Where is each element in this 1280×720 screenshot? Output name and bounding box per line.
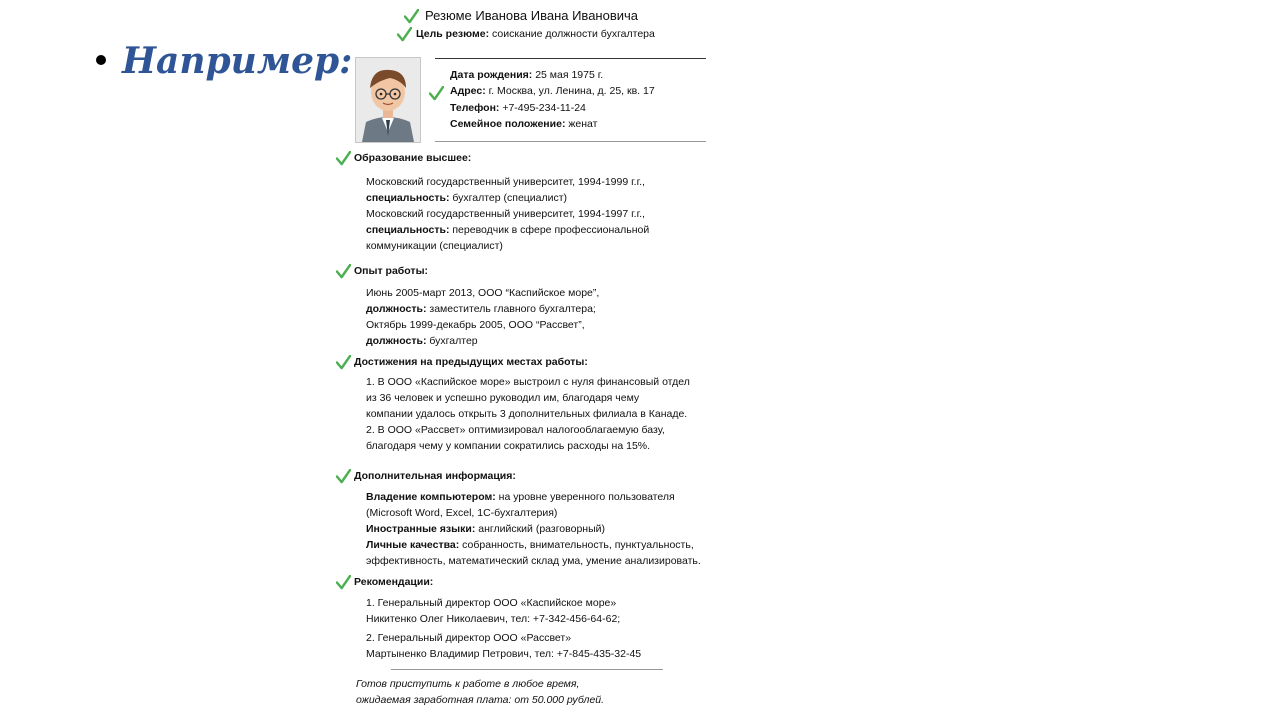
education-line: специальность: бухгалтер (специалист)	[366, 192, 568, 204]
personal-marital: Семейное положение: женат	[450, 118, 598, 130]
checkmark-icon	[336, 355, 351, 370]
recommendations-line: 1. Генеральный директор ООО «Каспийское море»	[366, 597, 617, 609]
checkmark-icon	[336, 469, 351, 484]
checkmark-icon	[404, 9, 419, 24]
achievements-heading: Достижения на предыдущих местах работы:	[354, 356, 588, 368]
closing-line: Готов приступить к работе в любое время,	[356, 678, 580, 690]
checkmark-icon	[397, 27, 412, 42]
resume-image	[336, 4, 716, 716]
resume-goal-row	[397, 26, 655, 42]
checkmark-icon	[429, 86, 444, 101]
resume-goal: Цель резюме: соискание должности бухгалтера	[416, 28, 655, 40]
education-line: Московский государственный университет, 1994-1997 г.г.,	[366, 208, 645, 220]
experience-line: должность: бухгалтер	[366, 335, 478, 347]
divider-top	[435, 58, 706, 59]
experience-line: Июнь 2005-март 2013, ООО “Каспийское море”,	[366, 287, 600, 299]
education-heading: Образование высшее:	[354, 152, 472, 164]
experience-line: Октябрь 1999-декабрь 2005, ООО “Рассвет”,	[366, 319, 585, 331]
personal-address: Адрес: г. Москва, ул. Ленина, д. 25, кв. 17	[450, 85, 655, 97]
divider-closing	[391, 669, 663, 670]
achievements-line: благодаря чему у компании сократились расходы на 15%.	[366, 440, 651, 452]
education-line: Московский государственный университет, 1994-1999 г.г.,	[366, 176, 645, 188]
education-line: специальность: переводчик в сфере профессиональной	[366, 224, 650, 236]
recommendations-heading-row	[336, 574, 433, 590]
experience-line: должность: заместитель главного бухгалтера;	[366, 303, 596, 315]
additional-line: Иностранные языки: английский (разговорный)	[366, 523, 605, 535]
slide-bullet	[96, 40, 352, 82]
education-heading-row	[336, 150, 471, 166]
recommendations-heading: Рекомендации:	[354, 576, 434, 588]
personal-phone: Телефон: +7-495-234-11-24	[450, 102, 586, 114]
avatar	[355, 57, 421, 143]
bullet-dot	[96, 55, 106, 65]
recommendations-line: Мартыненко Владимир Петрович, тел: +7-845-435-32-45	[366, 648, 642, 660]
achievements-line: 2. В ООО «Рассвет» оптимизировал налогооблагаемую базу,	[366, 424, 665, 436]
resume-title-row	[404, 8, 638, 24]
achievements-line: 1. В ООО «Каспийское море» выстроил с нуля финансовый отдел	[366, 376, 690, 388]
education-line: коммуникации (специалист)	[366, 240, 503, 252]
resume-title: Резюме Иванова Ивана Ивановича	[425, 8, 639, 23]
checkmark-icon	[336, 264, 351, 279]
divider-bottom	[435, 141, 706, 142]
personal-birthdate: Дата рождения: 25 мая 1975 г.	[450, 69, 604, 81]
additional-heading: Дополнительная информация:	[354, 470, 516, 482]
additional-line: Владение компьютером: на уровне уверенного пользователя	[366, 491, 675, 503]
additional-line: Личные качества: собранность, внимательность, пунктуальность,	[366, 539, 694, 551]
checkmark-icon	[336, 151, 351, 166]
recommendations-line: Никитенко Олег Николаевич, тел: +7-342-456-64-62;	[366, 613, 621, 625]
achievements-heading-row	[336, 354, 588, 370]
additional-line: эффективность, математический склад ума, умение анализировать.	[366, 555, 701, 567]
achievements-line: из 36 человек и успешно руководил им, благодаря чему	[366, 392, 640, 404]
closing-line: ожидаемая заработная плата: от 50.000 рублей.	[356, 694, 605, 706]
additional-line: (Microsoft Word, Excel, 1C-бухгалтерия)	[366, 507, 558, 519]
experience-heading-row	[336, 263, 428, 279]
recommendations-line: 2. Генеральный директор ООО «Рассвет»	[366, 632, 572, 644]
slide-bullet-text: Например:	[122, 40, 353, 82]
checkmark-icon	[336, 575, 351, 590]
experience-heading: Опыт работы:	[354, 265, 429, 277]
additional-heading-row	[336, 468, 516, 484]
achievements-line: компании удалось открыть 3 дополнительных филиала в Канаде.	[366, 408, 688, 420]
avatar-illustration-icon	[356, 58, 420, 142]
